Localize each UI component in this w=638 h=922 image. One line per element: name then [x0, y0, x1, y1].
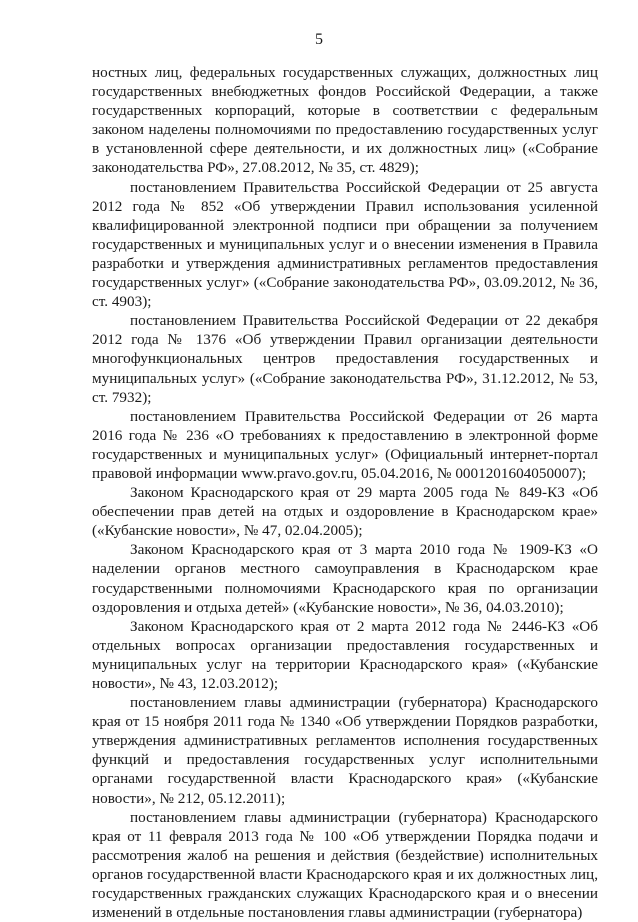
paragraph-decree-852: постановлением Правительства Российской Федерации от 25 августа 2012 года № 852 «Об утверждении Правил использования усиленной квалифицированной электронной подписи при обращении за получением государственных и муниципальных услуг и о внесении изменения в Правила разработки и утверждения административных регламентов предоставления государственных услуг» («Собрание законодательства РФ», 03.09.2012, № 36, ст. 4903); [92, 178, 598, 311]
paragraph-law-2446: Законом Краснодарского края от 2 марта 2012 года № 2446-КЗ «Об отдельных вопросах организации предоставления государственных и муниципальных услуг на территории Краснодарского края» («Кубанские новости», № 43, 12.03.2012); [92, 617, 598, 692]
page-number: 5 [315, 31, 323, 48]
paragraph-decree-1376: постановлением Правительства Российской Федерации от 22 декабря 2012 года № 1376 «Об утверждении Правил организации деятельности многофункциональных центров предоставления государственных и муниципальных услуг» («Собрание законодательства РФ», 31.12.2012, № 53, ст. 7932); [92, 312, 598, 406]
paragraph-law-1909: Законом Краснодарского края от 3 марта 2010 года № 1909-КЗ «О наделении органов местного самоуправления в Краснодарском крае государственными полномочиями Краснодарского края по организации оздоровления и отдыха детей» («Кубанские новости», № 36, 04.03.2010); [92, 541, 598, 616]
paragraph-continuation: ностных лиц, федеральных государственных служащих, должностных лиц государственных внебюджетных фондов Российской Федерации, а также государственных корпораций, которые в соответствии с федеральным законом наделены полномочиями по предоставлению государственных услуг в установленной сфере деятельности, и их должностных лиц» («Собрание законодательства РФ», 27.08.2012, № 35, ст. 4829); [92, 64, 598, 177]
paragraph-decree-236: постановлением Правительства Российской Федерации от 26 марта 2016 года № 236 «О требованиях к предоставлению в электронной форме государственных и муниципальных услуг» (Официальный интернет-портал правовой информации www.pravo.gov.ru, 05.04.2016, № 0001201604050007); [92, 407, 598, 482]
document-body [92, 63, 598, 922]
paragraph-governor-decree-1340: постановлением главы администрации (губернатора) Краснодарского края от 15 ноября 2011 года № 1340 «Об утверждении Порядков разработки, утверждения административных регламентов исполнения государственных функций и предоставления государственных услуг исполнительными органами государственной власти Краснодарского края» («Кубанские новости», № 212, 05.12.2011); [92, 694, 598, 807]
paragraph-governor-decree-100: постановлением главы администрации (губернатора) Краснодарского края от 11 февраля 2013 года № 100 «Об утверждении Порядка подачи и рассмотрения жалоб на решения и действия (бездействие) исполнительных органов государственной власти Краснодарского края и их должностных лиц, государственных гражданских служащих Краснодарского края и о внесении изменений в отдельные постановления главы администрации (губернатора) [92, 808, 598, 922]
paragraph-law-849: Законом Краснодарского края от 29 марта 2005 года № 849-КЗ «Об обеспечении прав детей на отдых и оздоровление в Краснодарском крае» («Кубанские новости», № 47, 02.04.2005); [92, 484, 598, 540]
